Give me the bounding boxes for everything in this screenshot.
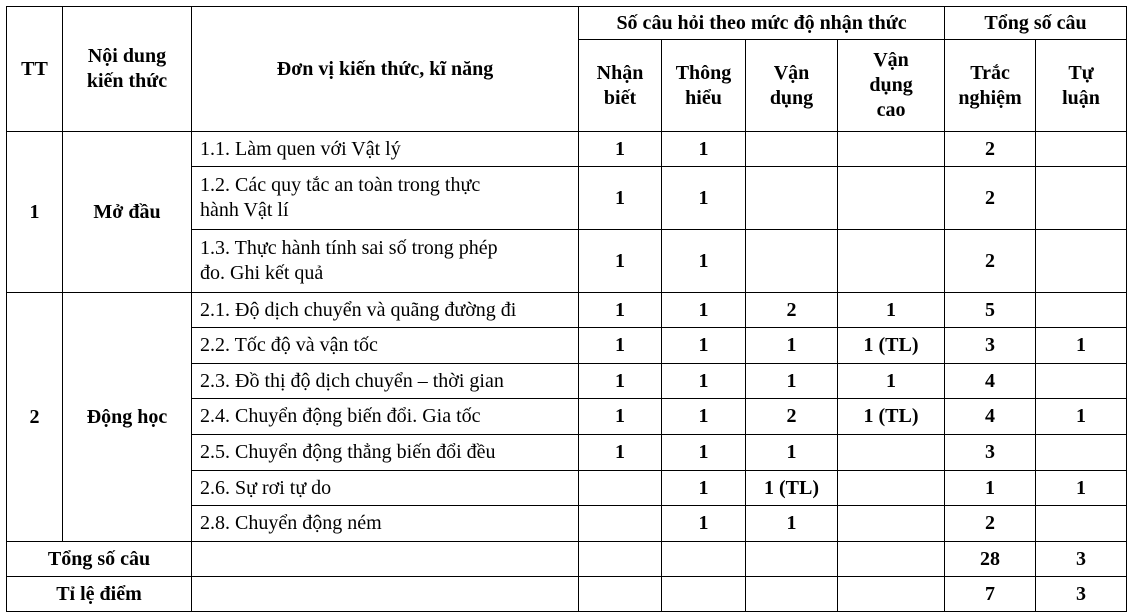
tl-cell [1036,364,1127,399]
vdc-cell: 1 [838,364,945,399]
tl-cell [1036,230,1127,293]
vd-cell: 1 [746,435,838,471]
nb-cell: 1 [579,435,662,471]
totals-label: Tổng số câu [7,542,192,577]
th-cell: 1 [662,399,746,435]
ratio-label: Tỉ lệ điểm [7,577,192,612]
vd-cell [746,132,838,167]
header-nhan-biet: Nhận biết [579,40,662,132]
unit-cell: 2.2. Tốc độ và vận tốc [192,328,579,364]
tl-cell: 1 [1036,328,1127,364]
tn-cell: 2 [945,230,1036,293]
vd-cell: 1 [746,506,838,542]
unit-cell: 2.1. Độ dịch chuyển và quãng đường đi [192,293,579,328]
vd-cell: 1 [746,328,838,364]
tl-cell [1036,293,1127,328]
tn-cell: 5 [945,293,1036,328]
table-row [7,293,1127,328]
vd-cell [746,230,838,293]
totals-row [7,542,1127,577]
vdc-cell [838,230,945,293]
tn-cell: 2 [945,506,1036,542]
vd-cell: 2 [746,293,838,328]
tn-cell: 1 [945,471,1036,506]
vdc-cell [838,471,945,506]
header-van-dung: Vận dụng [746,40,838,132]
unit-cell: 1.1. Làm quen với Vật lý [192,132,579,167]
table-row [7,132,1127,167]
tn-cell: 4 [945,364,1036,399]
tl-cell: 1 [1036,471,1127,506]
header-so-cau-hoi: Số câu hỏi theo mức độ nhận thức [579,7,945,40]
unit-cell: 2.8. Chuyển động ném [192,506,579,542]
header-trac-nghiem: Trắc nghiệm [945,40,1036,132]
section-tt: 2 [7,293,63,542]
tl-cell [1036,132,1127,167]
unit-cell: 2.3. Đồ thị độ dịch chuyển – thời gian [192,364,579,399]
header-tong-so-cau: Tổng số câu [945,7,1127,40]
vdc-cell [838,132,945,167]
section-topic: Động học [63,293,192,542]
tn-cell: 3 [945,435,1036,471]
vdc-cell: 1 (TL) [838,328,945,364]
th-cell: 1 [662,167,746,230]
nb-cell: 1 [579,399,662,435]
header-van-dung-cao: Vận dụng cao [838,40,945,132]
th-cell: 1 [662,230,746,293]
unit-cell: 1.3. Thực hành tính sai số trong phép đo. Ghi kết quả [192,230,579,293]
unit-cell: 1.2. Các quy tắc an toàn trong thực hành Vật lí [192,167,579,230]
header-noi-dung: Nội dung kiến thức [63,7,192,132]
nb-cell: 1 [579,230,662,293]
ratio-tn: 7 [945,577,1036,612]
ratio-row [7,577,1127,612]
th-cell: 1 [662,506,746,542]
nb-cell: 1 [579,132,662,167]
th-cell: 1 [662,364,746,399]
nb-cell: 1 [579,167,662,230]
th-cell: 1 [662,132,746,167]
header-thong-hieu: Thông hiểu [662,40,746,132]
vd-cell: 1 [746,364,838,399]
unit-cell: 2.6. Sự rơi tự do [192,471,579,506]
vd-cell: 1 (TL) [746,471,838,506]
tl-cell: 1 [1036,399,1127,435]
vdc-cell [838,167,945,230]
nb-cell: 1 [579,328,662,364]
vd-cell: 2 [746,399,838,435]
th-cell: 1 [662,435,746,471]
tl-cell [1036,167,1127,230]
exam-matrix-table [6,6,1127,612]
vdc-cell [838,435,945,471]
header-tu-luan: Tự luận [1036,40,1127,132]
ratio-tl: 3 [1036,577,1127,612]
nb-cell [579,506,662,542]
vdc-cell [838,506,945,542]
th-cell: 1 [662,328,746,364]
th-cell: 1 [662,471,746,506]
vd-cell [746,167,838,230]
nb-cell [579,471,662,506]
tn-cell: 4 [945,399,1036,435]
th-cell: 1 [662,293,746,328]
unit-cell: 2.5. Chuyển động thẳng biến đổi đều [192,435,579,471]
totals-tl: 3 [1036,542,1127,577]
header-tt: TT [7,7,63,132]
header-don-vi: Đơn vị kiến thức, kĩ năng [192,7,579,132]
totals-tn: 28 [945,542,1036,577]
tn-cell: 2 [945,167,1036,230]
section-topic: Mở đầu [63,132,192,293]
tn-cell: 2 [945,132,1036,167]
tn-cell: 3 [945,328,1036,364]
tl-cell [1036,435,1127,471]
tl-cell [1036,506,1127,542]
section-tt: 1 [7,132,63,293]
vdc-cell: 1 (TL) [838,399,945,435]
nb-cell: 1 [579,364,662,399]
vdc-cell: 1 [838,293,945,328]
nb-cell: 1 [579,293,662,328]
unit-cell: 2.4. Chuyển động biến đổi. Gia tốc [192,399,579,435]
